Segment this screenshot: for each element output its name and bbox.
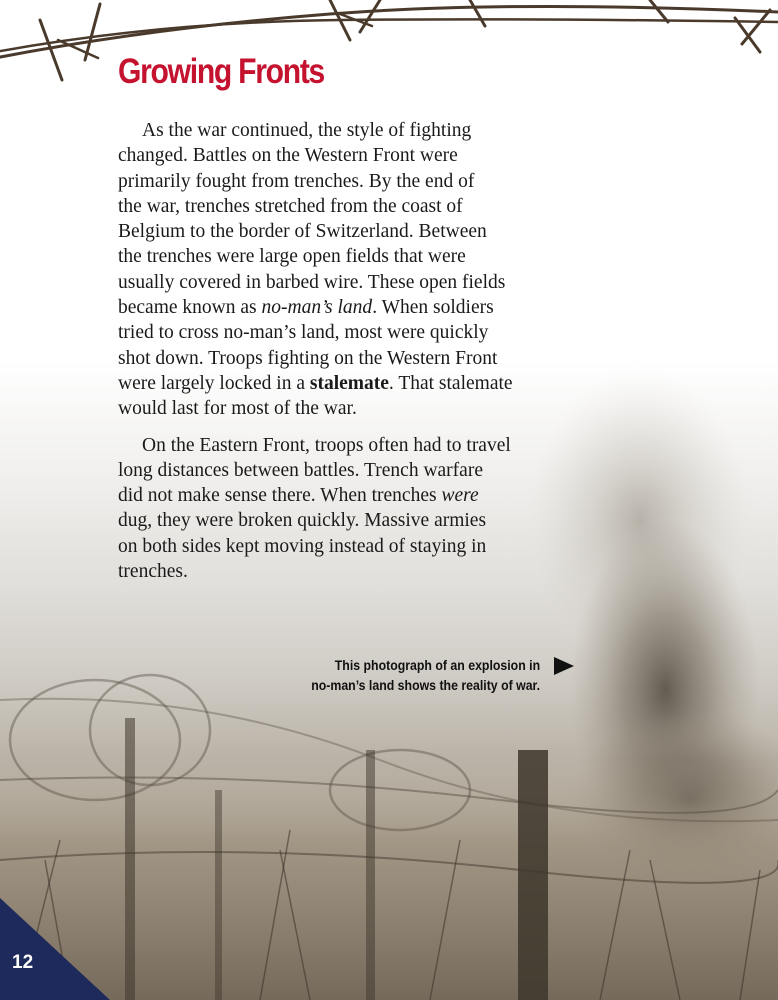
text-line: As the war continued, the style of fighting bbox=[142, 120, 472, 141]
text-line: would last for most of the war. bbox=[118, 398, 357, 420]
barbed-wire-icon bbox=[0, 0, 778, 80]
text-line: the trenches were large open fields that were bbox=[118, 246, 466, 268]
text-line: primarily fought from trenches. By the end of bbox=[118, 170, 475, 192]
text-line: did not make sense there. When trenches were bbox=[118, 485, 479, 507]
page-number: 12 bbox=[12, 952, 34, 973]
italic-emphasis-were: were bbox=[441, 485, 479, 507]
right-triangle-arrow-icon bbox=[554, 657, 574, 675]
text-line: usually covered in barbed wire. These open fields bbox=[118, 271, 506, 293]
text-line: were largely locked in a stalemate. That stalemate bbox=[118, 372, 513, 394]
text-line: shot down. Troops fighting on the Western Front bbox=[118, 347, 498, 369]
page-corner-tab bbox=[0, 898, 110, 1000]
text-line: long distances between battles. Trench warfare bbox=[118, 459, 483, 481]
paragraph-eastern-front bbox=[118, 433, 578, 585]
text-line: the war, trenches stretched from the coast of bbox=[118, 195, 463, 217]
caption-line-1: This photograph of an explosion in bbox=[334, 657, 540, 673]
caption-line-2: no-man’s land shows the reality of war. bbox=[311, 677, 540, 693]
page-title: Growing Fronts bbox=[118, 52, 325, 91]
text-line: became known as no-man’s land. When soldiers bbox=[118, 297, 494, 319]
italic-term-no-mans-land: no-man’s land bbox=[261, 297, 373, 319]
paragraph-western-front bbox=[118, 118, 578, 422]
text-line: On the Eastern Front, troops often had to travel bbox=[142, 434, 511, 456]
text-line: tried to cross no-man’s land, most were quickly bbox=[118, 322, 489, 344]
text-line: Belgium to the border of Switzerland. Between bbox=[118, 221, 487, 243]
glossary-term-stalemate[interactable]: stalemate bbox=[309, 372, 389, 394]
text-line: dug, they were broken quickly. Massive armies bbox=[118, 510, 487, 532]
photo-caption bbox=[311, 655, 540, 695]
text-line: changed. Battles on the Western Front were bbox=[118, 145, 458, 167]
body-text bbox=[118, 118, 578, 595]
text-line: trenches. bbox=[118, 561, 188, 583]
text-line: on both sides kept moving instead of staying in bbox=[118, 535, 487, 557]
